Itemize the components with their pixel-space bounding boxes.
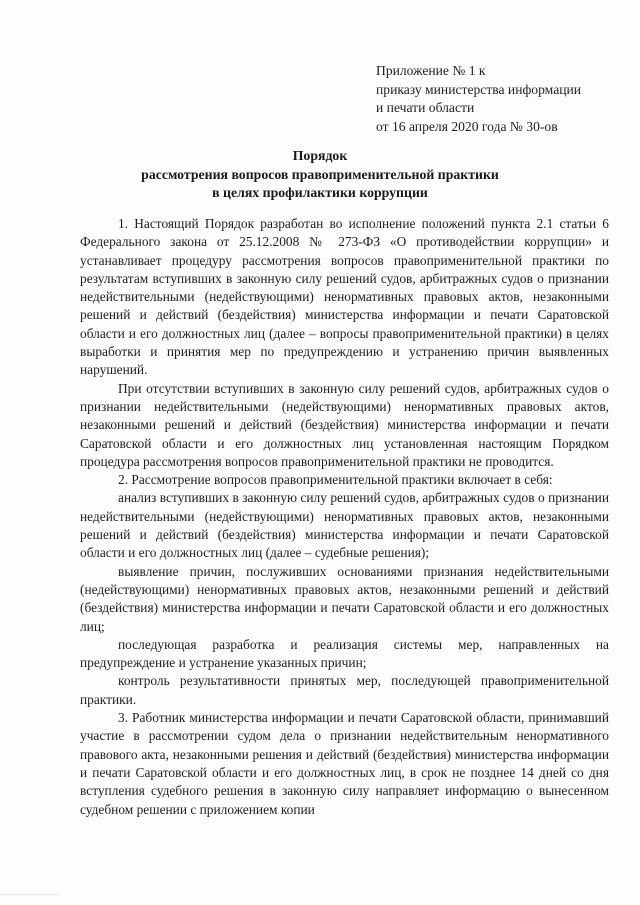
- appendix-line-2: приказу министерства информации: [376, 81, 582, 97]
- appendix-line-3: и печати области: [376, 100, 475, 115]
- appendix-block: [376, 62, 581, 136]
- paragraph-4: анализ вступивших в законную силу решений судов, арбитражных судов о признании недействительными (недействующими) ненормативных правовых актов, незаконными решений и действий (бездействия) министерства информации и печати Саратовской области и его должностных лиц (далее – судебные решения);: [80, 490, 609, 561]
- appendix-line-1: Приложение № 1 к: [376, 63, 486, 78]
- title-line-3: в целях профилактики коррупции: [212, 185, 428, 200]
- paragraph-2: При отсутствии вступивших в законную силу решений судов, арбитражных судов о признании недействительными (недействующими) ненормативных правовых актов, незаконными решений и действий (бездействия) министерства информации и печати Саратовской области и его должностных лиц установленная настоящим Порядком процедура рассмотрения вопросов правоприменительной практики не проводится.: [80, 380, 609, 469]
- paragraph-5: выявление причин, послуживших основаниями признания недействительными (недействующими) ненормативных правовых актов, незаконными решений и действий (бездействия) министерства информации и печати Саратовской области и его должностных лиц;: [80, 563, 609, 634]
- paragraph-7: контроль результативности принятых мер, последующей правоприменительной практики.: [80, 673, 609, 707]
- document-title: [0, 147, 640, 203]
- document-body: [80, 215, 609, 819]
- paragraph-8: 3. Работник министерства информации и печати Саратовской области, принимавший участие в рассмотрении судом дела о признании недействительным ненормативного правового акта, незаконными решения и действий (бездействия) министерства информации и печати Саратовской области и его должностных лиц, в срок не позднее 14 дней со дня вступления судебного решения в законную силу направляет информацию о вынесенном судебном решении с приложением копии: [80, 710, 609, 817]
- title-line-1: Порядок: [292, 148, 348, 163]
- appendix-line-4: от 16 апреля 2020 года № 30-ов: [376, 118, 558, 134]
- paragraph-3: 2. Рассмотрение вопросов правоприменительной практики включает в себя:: [118, 472, 553, 488]
- paragraph-1: 1. Настоящий Порядок разработан во исполнение положений пункта 2.1 статьи 6 Федерального закона от 25.12.2008 № 273-ФЗ «О противодействии коррупции» и устанавливает процедуру рассмотрения вопросов правоприменительной практики по результатам вступивших в законную силу решений судов, арбитражных судов о признании недействительными (недействующими) ненормативных правовых актов, незаконными решений и действий (бездействия) министерства информации и печати Саратовской области и его должностных лиц (далее – вопросы правоприменительной практики) в целях выработки и принятия мер по предупреждению и устранению причин выявленных нарушений.: [80, 216, 609, 378]
- scan-artifact-line: [0, 894, 60, 895]
- paragraph-6: последующая разработка и реализация системы мер, направленных на предупреждение и устранение указанных причин;: [80, 636, 609, 671]
- title-line-2: рассмотрения вопросов правоприменительной практики: [141, 166, 499, 182]
